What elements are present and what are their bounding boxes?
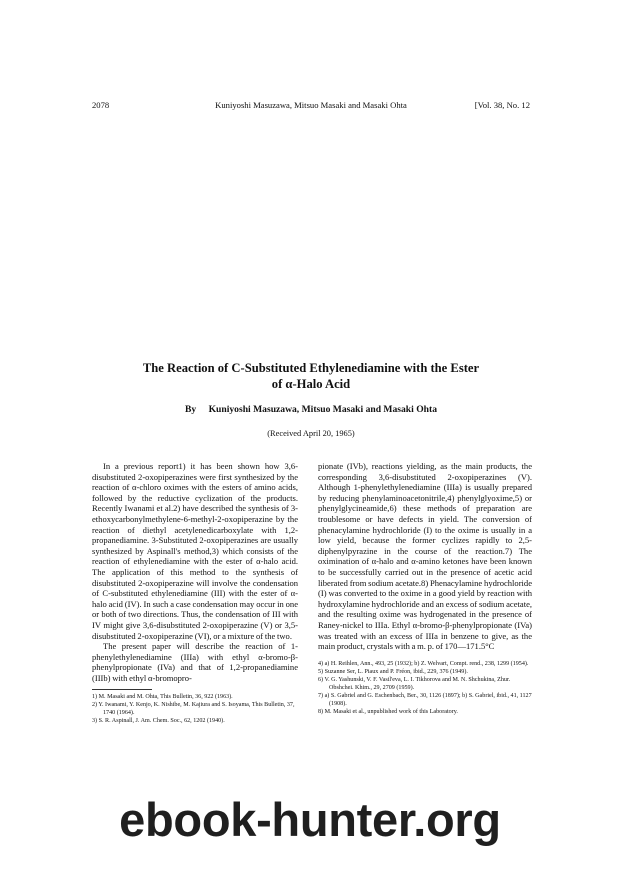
byline bbox=[92, 403, 530, 416]
running-head-authors: Kuniyoshi Masuzawa, Mitsuo Masaki and Masaki Ohta bbox=[215, 100, 407, 110]
footnote: 5) Suzanne Ser, L. Piaux and P. Fréon, ibid., 229, 376 (1949). bbox=[318, 668, 468, 675]
received-date: (Received April 20, 1965) bbox=[267, 429, 355, 438]
footnote: 1) M. Masaki and M. Ohta, This Bulletin, 36, 922 (1963). bbox=[92, 694, 233, 701]
footnote: 7) a) S. Gabriel and G. Eschenbach, Ber., 30, 1126 (1897); b) S. Gabriel, ibid., 41, 1127 (1908). bbox=[318, 692, 532, 707]
left-column bbox=[92, 461, 298, 725]
title-block bbox=[92, 360, 530, 440]
footnote: 2) Y. Iwanami, Y. Kenjo, K. Nishibe, M. Kajiura and S. Isoyama, This Bulletin, 37, 1740 (1964). bbox=[92, 702, 295, 717]
page-number: 2078 bbox=[92, 100, 110, 110]
footnote: 6) V. G. Yashunski, V. F. Vasil'eva, L. I. Tikhorova and M. N. Shchukina, Zhur. Obshchei. Khim., 29, 2709 (1959). bbox=[318, 676, 511, 691]
title-line-1: The Reaction of C-Substituted Ethylenediamine with the Ester bbox=[142, 361, 480, 375]
footnote: 8) M. Masaki et al., unpublished work of this Laboratory. bbox=[318, 708, 458, 715]
footnote: 3) S. R. Aspinall, J. Am. Chem. Soc., 62, 1202 (1940). bbox=[92, 718, 225, 725]
body-paragraph: In a previous report1) it has been shown how 3,6-disubstituted 2-oxopiperazines were first synthesized by the reaction of α-chloro oximes with the esters of amino acids, followed by the reductive cyclization of the products. Recently Iwanami et al.2) have described the synthesis of 3-ethoxycarbonylmethylene-6-methyl-2-oxopiperazine by the reaction of diethyl acetylenedicarboxylate with 1,2-propanediamine. 3-Substituted 2-oxopiperazines are usually synthesized by Aspinall's method,3) which consists of the reaction of ethylenediamine with the ester of α-halo acid. The application of this method to the synthesis of disubstituted 2-oxopiperazine will involve the condensation of C-substituted ethylenediamine (III) with the ester of α-halo acid (IV). In such a case condensation may occur in one or both of two directions. Thus, the condensation of III with IV might give 3,6-disubstituted 2-oxopiperazine (V) or 3,5-disubstituted 2-oxopiperazine (VI), or a mixture of the two. bbox=[92, 461, 298, 641]
footnotes-left bbox=[92, 693, 298, 725]
right-column bbox=[318, 461, 532, 716]
byline-authors: Kuniyoshi Masuzawa, Mitsuo Masaki and Masaki Ohta bbox=[208, 404, 438, 415]
body-paragraph: pionate (IVb), reactions yielding, as the main products, the corresponding 3,6-disubstituted 2-oxopiperazines (V). Although 1-phenylethylenediamine (IIIa) is usually prepared by reducing phenylaminoacetonitrile,4) phenylglyoxime,5) or phenylglycineamide,6) these methods of preparation are troublesome or have defects in yield. The conversion of phenacylamine hydrochloride (I) to the oxime is usually in a low yield, because the former cyclizes rapidly to 2,5-diphenylpyrazine in the course of the reaction.7) The oximination of α-halo and α-amino ketones have been known to be successfully carried out in the presence of acetic acid liberated from sodium acetate.8) Phenacylamine hydrochloride (I) was converted to the oxime in a good yield by reaction with hydroxylamine hydrochloride and an excess of sodium acetate, and the resulting oxime was hydrogenated in the presence of Raney-nickel to IIIa. Ethyl α-bromo-β-phenylpropionate (IVa) was treated with an excess of IIIa in benzene to give, as the main product, crystals with a m. p. of 170—171.5°C bbox=[318, 461, 532, 652]
title-line-2: of α-Halo Acid bbox=[271, 377, 351, 391]
footnote: 4) a) H. Reihlen, Ann., 493, 25 (1932); b) Z. Welvart, Compt. rend., 238, 1299 (1954). bbox=[318, 660, 529, 667]
volume-label: [Vol. 38, No. 12 bbox=[474, 100, 530, 110]
byline-by: By bbox=[184, 404, 197, 415]
running-head bbox=[92, 98, 530, 112]
footnote-rule bbox=[92, 689, 152, 690]
watermark-text: ebook-hunter.org bbox=[119, 793, 501, 846]
article-title bbox=[92, 360, 530, 392]
body-paragraph: The present paper will describe the reaction of 1-phenylethylenediamine (IIIa) with ethyl α-bromo-β-phenylpropionate (IVa) and that of 1,2-propanediamine (IIIb) with ethyl α-bromopro- bbox=[92, 641, 298, 683]
footnotes-right bbox=[318, 660, 532, 716]
